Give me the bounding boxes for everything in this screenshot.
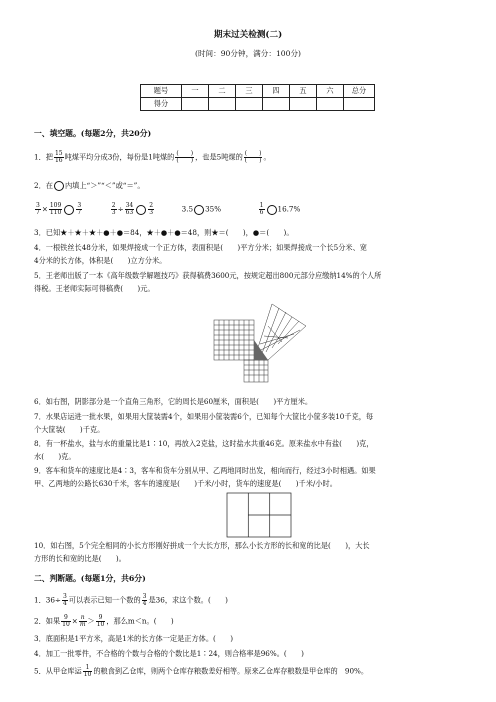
compare-circle-icon — [64, 205, 74, 215]
score-table-header-row — [141, 85, 375, 98]
question-4: 4．一根铁丝长48分米，如果焊接成一个正方体，表面积是( )平方分米；如果焊接成一个长5分米、宽 — [34, 243, 367, 252]
score-cell — [290, 98, 317, 111]
score-cell — [263, 98, 290, 111]
page-subtitle: (时间：90分钟，满分：100分) — [194, 49, 302, 58]
question-9-cont: 甲、乙两地的公路长630千米，客车的速度是( )千米/小时，货车的速度是( )千米/小时。 — [34, 479, 337, 488]
question-3: 3．已知★＋★＋★＋●＋●＝84，★＋●＋●＝48，则★＝( )，●＝( )。 — [34, 228, 294, 237]
score-cell: 三 — [236, 85, 263, 98]
fraction: $\frac{15}{16}$ — [54, 150, 63, 164]
compare-circle-icon — [54, 181, 64, 191]
judge-2: 2．如果 $\frac{9}{10}$ × $\frac{n}{m}$ ＞ $\frac{9}{10}$ ，那么m＜n。( ) — [34, 614, 174, 628]
question-2: 2．在 内填上“＞”“＜”或“＝”。 — [34, 181, 145, 190]
score-cell: 得分 — [141, 98, 182, 111]
question-6: 6．如右图，阴影部分是一个直角三角形，它的周长是60厘米，面积是( )平方厘米。 — [34, 397, 313, 406]
question-10: 10．如右图，5个完全相同的小长方形刚好拼成一个大长方形，那么小长方形的长和宽的比是( )，大长 — [34, 541, 370, 550]
score-cell: 一 — [182, 85, 209, 98]
answer-blank-fraction: $\frac{( )}{( )}$ — [176, 150, 194, 164]
score-cell — [317, 98, 344, 111]
score-cell — [209, 98, 236, 111]
question-10-cont: 方形的长和宽的比是( )。 — [34, 554, 126, 563]
question-5-cont: 得税。王老师实际可得稿费( )元。 — [34, 284, 155, 293]
question-7-cont: 个大筐装( )千克。 — [34, 425, 105, 434]
question-7: 7．水果店运进一批水果，如果用大筐装需4个，如果用小筐装需6个，已知每个大筐比小筐多装10千克，每 — [34, 412, 374, 421]
score-cell — [344, 98, 375, 111]
question-2-items: $\frac{3}{7}$ × $\frac{109}{110}$ $\frac{3}{7}$ $\frac{2}{3}$ ÷ $\frac{34}{63}$ $\frac{2}{3}$ 3.5 35% $\frac{1}{6}$ 16.7% — [36, 202, 301, 216]
score-table — [140, 84, 375, 111]
section-heading-judge: 二、判断题。(每题1分，共6分) — [34, 574, 146, 583]
judge-1: 1．36÷ $\frac{3}{4}$ 可以表示已知一个数的 $\frac{3}{4}$ 是36，求这个数。( ) — [34, 593, 228, 607]
score-cell — [182, 98, 209, 111]
judge-3: 3．底面积是1平方米，高是1米的长方体一定是正方体。( ) — [34, 634, 234, 643]
score-cell: 总分 — [344, 85, 375, 98]
score-cell: 二 — [209, 85, 236, 98]
question-8-cont: 水( )克。 — [34, 452, 76, 461]
judge-5: 5．从甲仓库运 $\frac{1}{10}$ 的粮食到乙仓库，则两个仓库存粮数差好相等。原来乙仓库存粮数是甲仓库的 90%。 — [34, 664, 369, 678]
question-1: 1．把 $\frac{15}{16}$ 吨煤平均分成3份，每份是1吨煤的 $\frac{( )}{( )}$ ，也是5吨煤的 $\frac{( )}{( )}$ 。 — [34, 150, 271, 164]
question-9: 9．客车和货车的速度比是4∶3，客车和货车分别从甲、乙两地同时出发，相向而行，经过3小时相遇。如果 — [34, 466, 376, 475]
question-5: 5．王老师出版了一本《高年级数学解题技巧》获得稿费3600元，按规定超出800元部分应缴纳14%的个人所 — [34, 271, 382, 280]
question-4-cont: 4分米的长方体，体积是( )立方分米。 — [34, 256, 167, 265]
compare-circle-icon — [267, 205, 277, 215]
judge-4: 4．加工一批零件，不合格的个数与合格的个数比是1∶24，则合格率是96%。( ) — [34, 649, 304, 658]
score-cell — [236, 98, 263, 111]
compare-circle-icon — [194, 205, 204, 215]
question-8: 8．有一杯盐水，盐与水的重量比是1∶10，再放入2克盐，这时盐水共重46克。原来盐水中有盐( )克， — [34, 439, 374, 448]
question-6-figure — [210, 300, 320, 384]
score-table-score-row — [141, 98, 375, 111]
page-title: 期末过关检测(二) — [213, 30, 283, 40]
section-heading-fill: 一、填空题。(每题2分，共20分) — [34, 129, 152, 138]
score-cell: 题号 — [141, 85, 182, 98]
score-cell: 五 — [290, 85, 317, 98]
compare-circle-icon — [136, 205, 146, 215]
score-cell: 四 — [263, 85, 290, 98]
answer-blank-fraction: $\frac{( )}{( )}$ — [244, 150, 262, 164]
score-cell: 六 — [317, 85, 344, 98]
question-10-figure — [226, 492, 292, 538]
